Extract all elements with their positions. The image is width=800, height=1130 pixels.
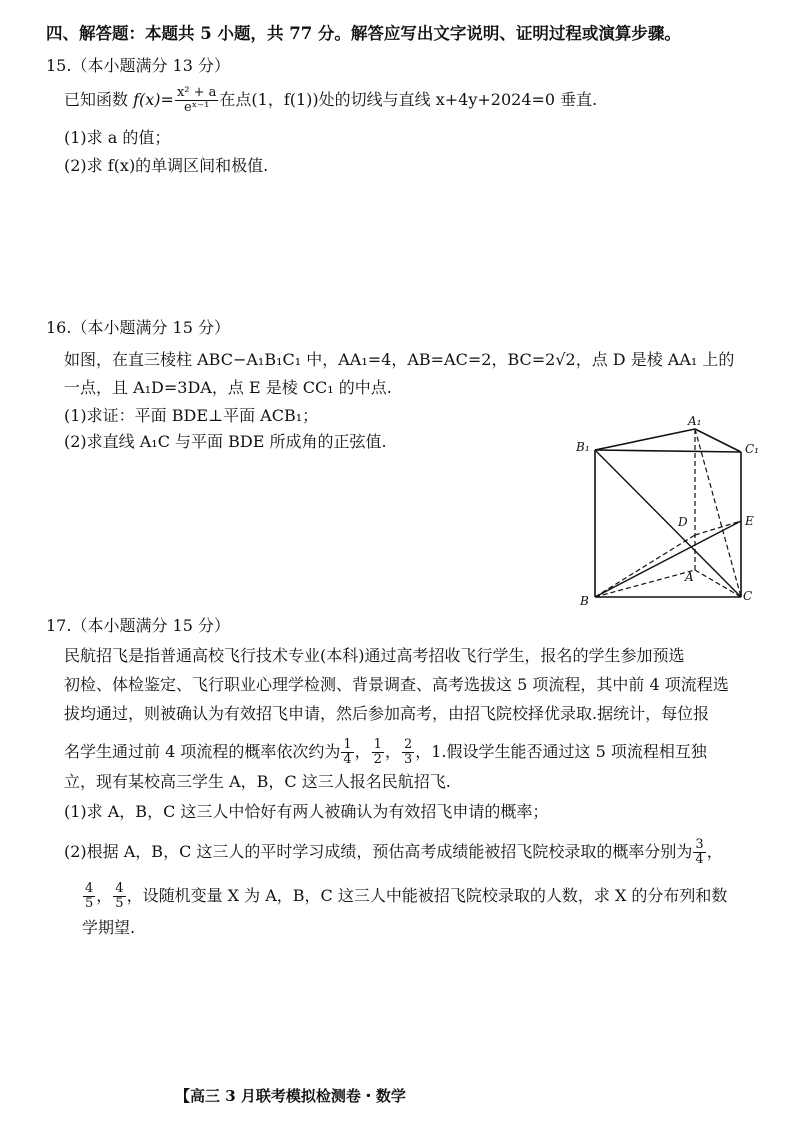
problem-15-fraction <box>175 86 218 115</box>
problem-15-stem <box>64 86 597 115</box>
fraction-numerator: 1 <box>373 737 382 752</box>
label-a1: A₁ <box>688 414 702 428</box>
fraction-numerator: x² + a <box>176 85 217 100</box>
problem-15-q2: (2)求 f(x)的单调区间和极值. <box>64 156 269 175</box>
problem-17-line4: 名学生通过前 4 项流程的概率依次约为 $\frac{1}{4}$ ， $\frac{1}{2}$ ， $\frac{2}{3}$ ，1.假设学生能否通过这 5 项流程相互独 <box>64 737 707 767</box>
fraction-numerator: 2 <box>403 737 413 752</box>
problem-15-stem-prefix: 已知函数 <box>64 90 134 109</box>
problem-16-q2: (2)求直线 A₁C 与平面 BDE 所成角的正弦值. <box>64 432 387 451</box>
label-c: C <box>743 589 753 603</box>
problem-16-q1: (1)求证：平面 BDE⊥平面 ACB₁； <box>64 406 319 425</box>
page-footer: 【高三 3 月联考模拟检测卷・数学 <box>175 1087 406 1105</box>
line4-prefix: 名学生通过前 4 项流程的概率依次约为 <box>64 742 341 761</box>
edge-b1-a1 <box>595 429 695 450</box>
problem-17-line1: 民航招飞是指普通高校飞行技术专业(本科)通过高考招收飞行学生，报名的学生参加预选 <box>64 646 685 665</box>
fraction-denominator: 3 <box>403 752 413 767</box>
problem-15-function: f(x)= <box>133 90 174 109</box>
fraction-denominator: 5 <box>85 896 94 911</box>
edge-a1-c1 <box>695 429 741 452</box>
fraction-numerator: 3 <box>695 837 704 852</box>
edge-b1-c1 <box>595 450 741 452</box>
problem-17-q1: (1)求 A，B，C 这三人中恰好有两人被确认为有效招飞申请的概率； <box>64 802 549 821</box>
problem-15-q1: (1)求 a 的值； <box>64 128 171 147</box>
problem-16-line2: 一点，且 A₁D=3DA，点 E 是棱 CC₁ 的中点. <box>64 378 392 397</box>
problem-15-header: 15.（本小题满分 13 分） <box>46 56 230 75</box>
fraction-denominator: 5 <box>115 896 124 911</box>
label-a: A <box>685 570 694 584</box>
fraction-numerator: 4 <box>85 881 94 896</box>
fraction-denominator: 4 <box>695 852 704 867</box>
problem-17-line5: 立，现有某校高三学生 A，B，C 这三人报名民航招飞. <box>64 772 451 791</box>
problem-15-stem-suffix: 在点(1，f(1))处的切线与直线 x+4y+2024=0 垂直. <box>219 90 598 109</box>
segment-b-e <box>595 521 741 597</box>
problem-16-line1: 如图，在直三棱柱 ABC−A₁B₁C₁ 中，AA₁=4，AB=AC=2，BC=2√2，点 D 是棱 AA₁ 上的 <box>64 350 735 369</box>
prob-fraction-2 <box>372 738 384 767</box>
problem-17-line2: 初检、体检鉴定、飞行职业心理学检测、背景调查、高考选拔这 5 项流程，其中前 4 项流程选 <box>64 675 729 694</box>
segment-b1-c <box>595 450 741 597</box>
edge-b-a <box>595 570 695 597</box>
fraction-denominator: 2 <box>373 752 382 767</box>
fraction-denominator: eˣ⁻¹ <box>184 100 210 115</box>
q2-line2-suffix: ，设随机变量 X 为 A，B，C 这三人中能被招飞院校录取的人数，求 X 的分布列和数 <box>126 886 728 905</box>
line4-suffix: ，1.假设学生能否通过这 5 项流程相互独 <box>415 742 707 761</box>
problem-17-header: 17.（本小题满分 15 分） <box>46 616 230 635</box>
q2-line1-prefix: (2)根据 A，B，C 这三人的平时学习成绩，预估高考成绩能被招飞院校录取的概率分别为 <box>64 842 693 861</box>
problem-17-q2-line2: $\frac{4}{5}$ ， $\frac{4}{5}$ ，设随机变量 X 为 A，B，C 这三人中能被招飞院校录取的人数，求 X 的分布列和数 <box>85 881 728 911</box>
prob-fraction-3 <box>402 738 414 767</box>
problem-17-q2-line3: 学期望. <box>82 918 136 937</box>
segment-b-d <box>595 535 695 597</box>
problem-17-line3: 拔均通过，则被确认为有效招飞申请，然后参加高考，由招飞院校择优录取.据统计，每位报 <box>64 704 710 723</box>
problem-17-q2-line1: (2)根据 A，B，C 这三人的平时学习成绩，预估高考成绩能被招飞院校录取的概率分别为 $\frac{3}{4}$ ， <box>64 837 723 867</box>
problem-16-header: 16.（本小题满分 15 分） <box>46 318 230 337</box>
label-b: B <box>580 594 589 608</box>
q2-fraction-3 <box>113 882 125 911</box>
q2-fraction-2 <box>83 882 95 911</box>
prism-figure <box>560 425 770 610</box>
section-heading: 四、解答题：本题共 5 小题，共 77 分。解答应写出文字说明、证明过程或演算步骤。 <box>46 24 681 43</box>
q2-fraction-1 <box>693 838 705 867</box>
fraction-numerator: 1 <box>343 737 352 752</box>
prob-fraction-1 <box>341 738 353 767</box>
fraction-denominator: 4 <box>343 752 352 767</box>
label-b1: B₁ <box>576 440 590 454</box>
label-d: D <box>678 515 688 529</box>
fraction-numerator: 4 <box>115 881 124 896</box>
label-e: E <box>745 514 754 528</box>
segment-a1-c <box>695 429 741 597</box>
hidden-edges <box>595 429 741 597</box>
label-c1: C₁ <box>745 442 759 456</box>
